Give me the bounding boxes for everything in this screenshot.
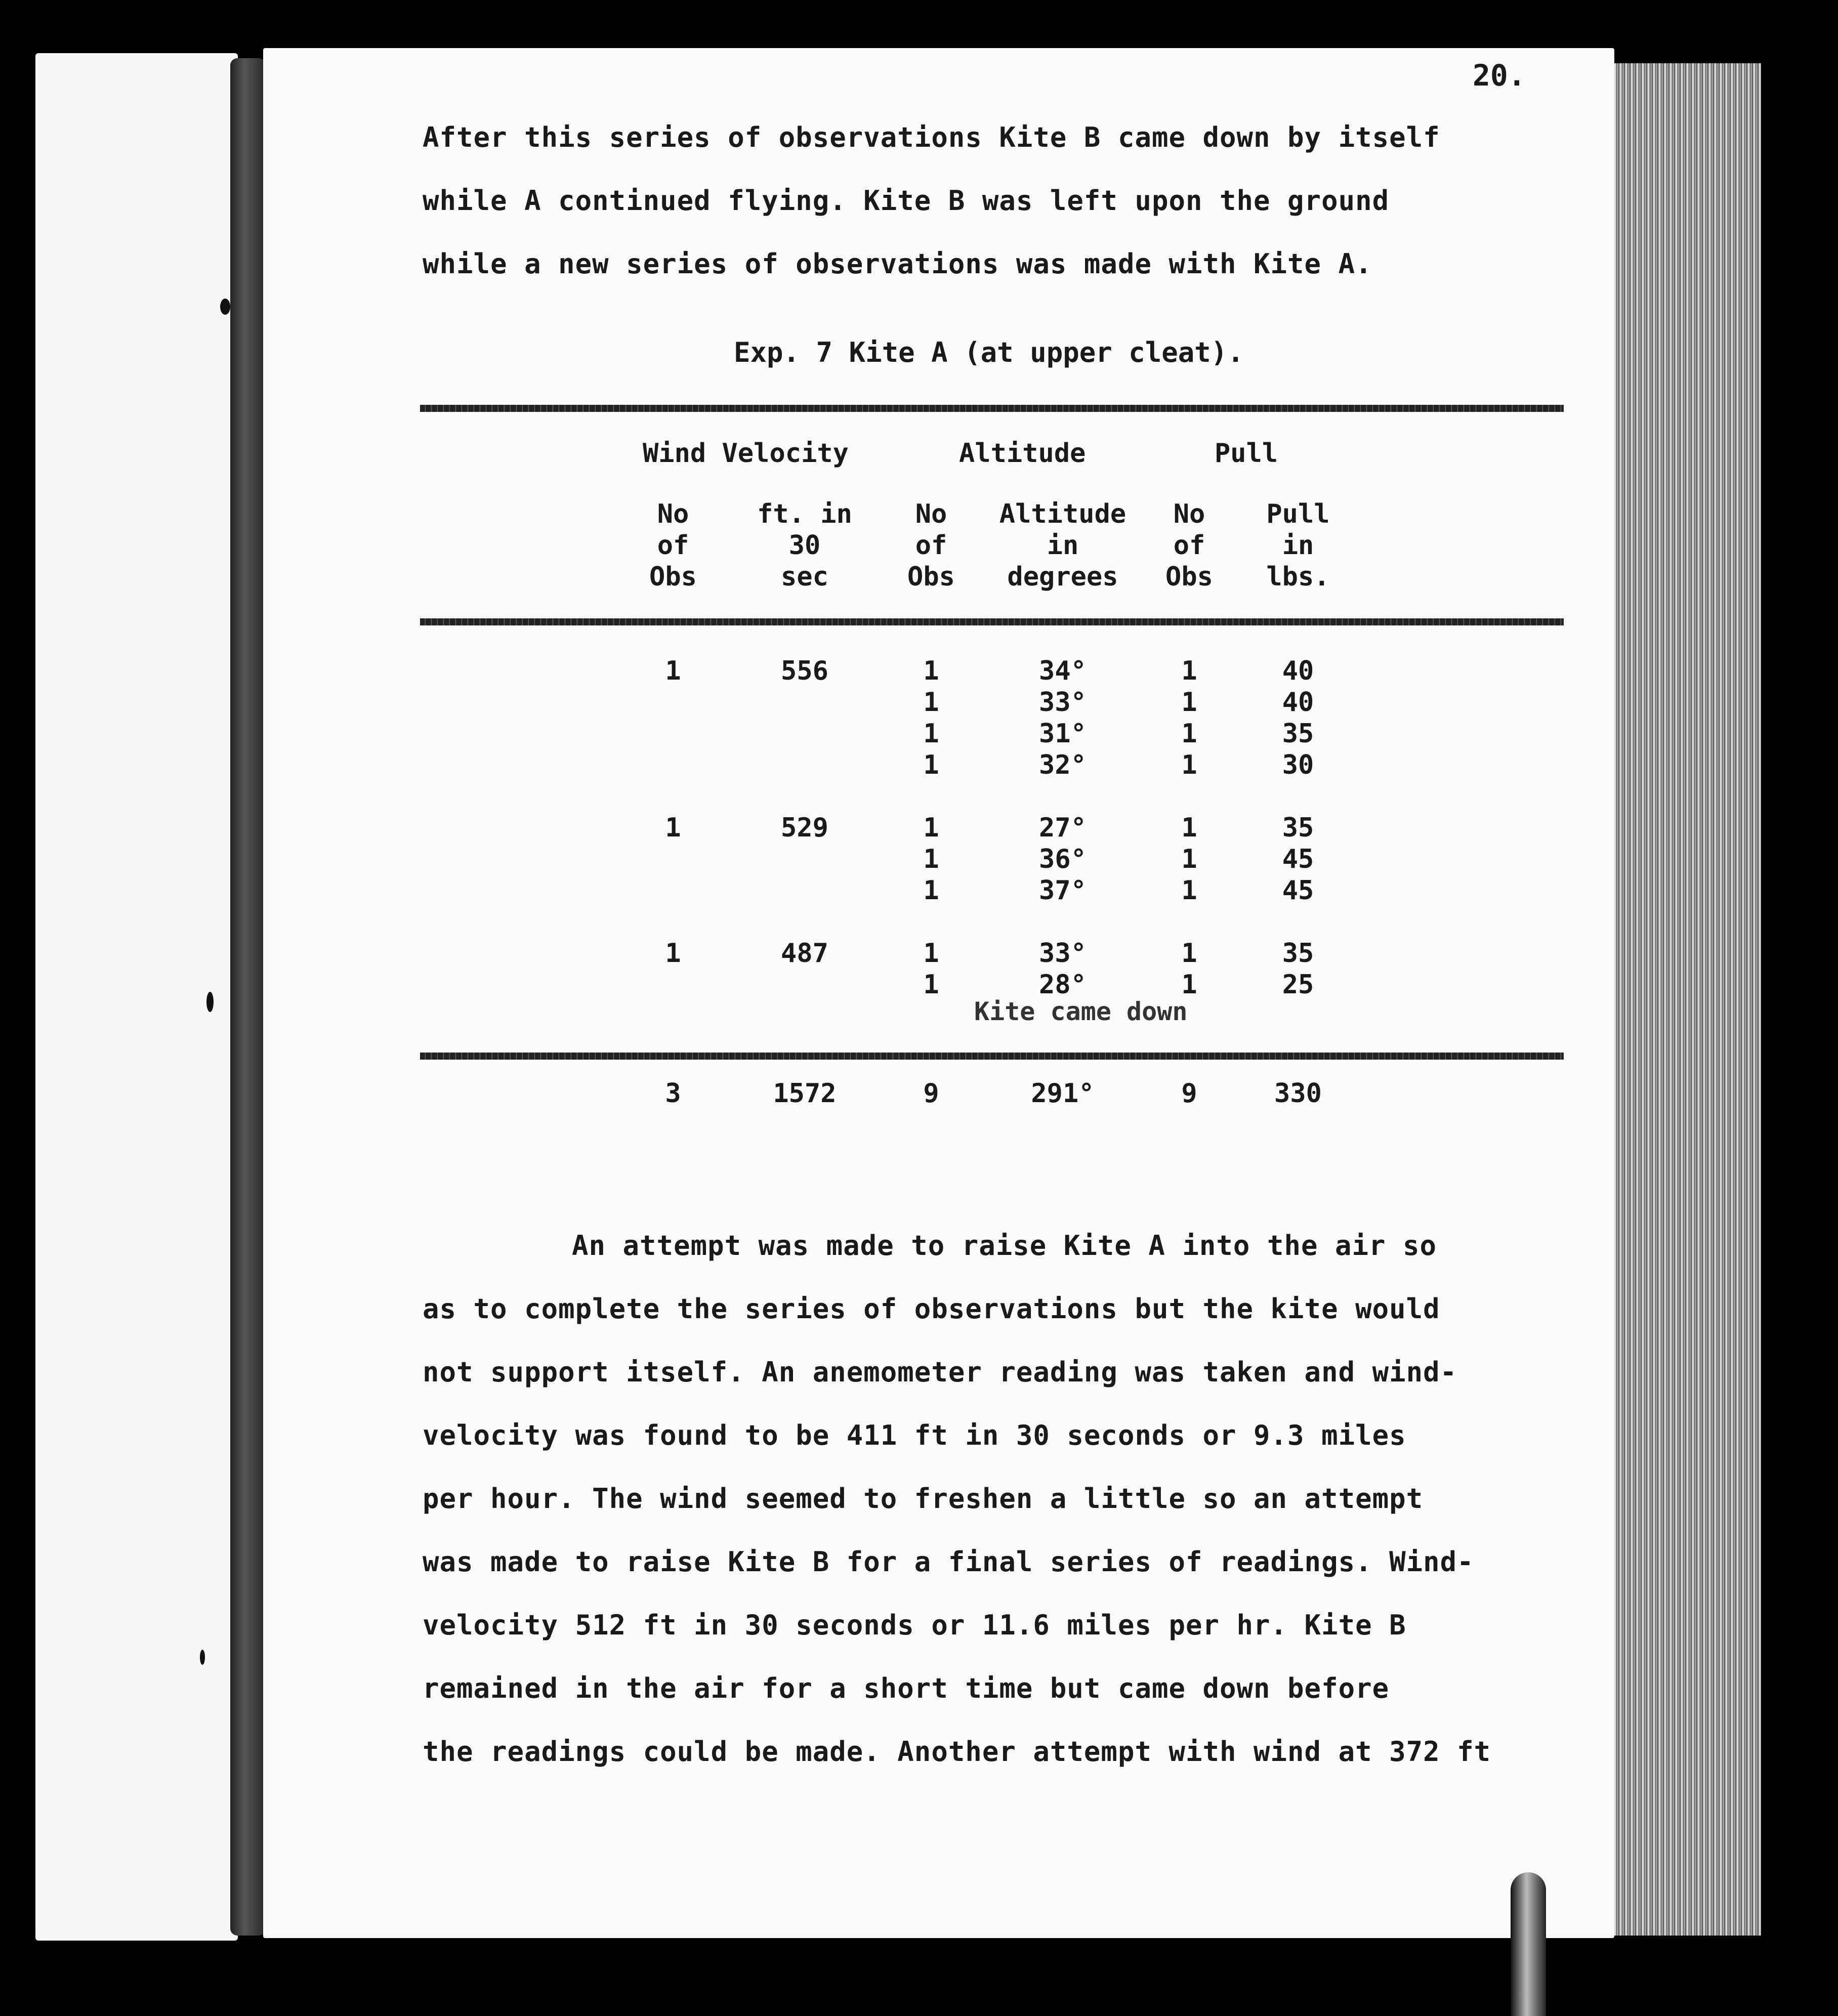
column-header: No of Obs xyxy=(907,499,955,592)
total-cell: 1572 xyxy=(773,1078,837,1109)
table-cell: 556 xyxy=(781,656,828,686)
table-cell: 1 xyxy=(923,844,939,874)
table-cell: 487 xyxy=(781,938,828,969)
intro-line: while a new series of observations was made with Kite A. xyxy=(423,248,1372,280)
margin-mark xyxy=(220,299,230,315)
margin-mark xyxy=(200,1650,205,1665)
table-caption: Exp. 7 Kite A (at upper cleat). xyxy=(734,337,1244,368)
table-cell: 1 xyxy=(1181,719,1197,749)
total-cell: 330 xyxy=(1274,1078,1322,1109)
total-cell: 9 xyxy=(1181,1078,1197,1109)
table-cell: 1 xyxy=(665,656,681,686)
table-header-rule xyxy=(420,618,1564,625)
table-cell: 1 xyxy=(923,750,939,780)
body-line: per hour. The wind seemed to freshen a little so an attempt xyxy=(423,1483,1424,1515)
table-cell: 1 xyxy=(923,687,939,718)
column-header: Pull in lbs. xyxy=(1266,499,1330,592)
body-line: velocity 512 ft in 30 seconds or 11.6 miles per hr. Kite B xyxy=(423,1609,1406,1641)
page-number: 20. xyxy=(1473,58,1526,93)
table-cell: 1 xyxy=(1181,750,1197,780)
table-cell: 36° xyxy=(1039,844,1087,874)
table-cell: 1 xyxy=(665,938,681,969)
table-cell: 33° xyxy=(1039,938,1087,969)
table-cell: 1 xyxy=(1181,844,1197,874)
body-line: as to complete the series of observations but the kite would xyxy=(423,1293,1440,1325)
group-header-wind-velocity: Wind Velocity xyxy=(643,438,849,469)
body-line: not support itself. An anemometer reading was taken and wind- xyxy=(423,1356,1457,1388)
table-cell: 35 xyxy=(1282,719,1314,749)
table-cell: 35 xyxy=(1282,938,1314,969)
group-header-altitude: Altitude xyxy=(959,438,1086,469)
table-cell: 32° xyxy=(1039,750,1087,780)
book-page-edges xyxy=(1614,63,1761,1936)
book-gutter xyxy=(230,58,266,1936)
body-line: remained in the air for a short time but came down before xyxy=(423,1672,1390,1704)
table-cell: 1 xyxy=(1181,938,1197,969)
margin-mark xyxy=(206,992,214,1012)
table-cell: 1 xyxy=(923,875,939,906)
table-cell: 37° xyxy=(1039,875,1087,906)
table-note: Kite came down xyxy=(974,997,1188,1026)
intro-line: After this series of observations Kite B came down by itself xyxy=(423,121,1440,153)
table-cell: 30 xyxy=(1282,750,1314,780)
table-cell: 34° xyxy=(1039,656,1087,686)
table-cell: 25 xyxy=(1282,970,1314,1000)
table-cell: 1 xyxy=(923,813,939,843)
table-bottom-rule xyxy=(420,1053,1564,1060)
table-cell: 1 xyxy=(1181,875,1197,906)
body-line: An attempt was made to raise Kite A into the air so xyxy=(572,1230,1437,1262)
table-cell: 1 xyxy=(1181,970,1197,1000)
group-header-pull: Pull xyxy=(1215,438,1278,469)
column-header: No of Obs xyxy=(649,499,697,592)
table-cell: 33° xyxy=(1039,687,1087,718)
table-cell: 1 xyxy=(923,938,939,969)
total-cell: 291° xyxy=(1031,1078,1095,1109)
table-cell: 1 xyxy=(923,656,939,686)
table-cell: 1 xyxy=(923,970,939,1000)
table-cell: 35 xyxy=(1282,813,1314,843)
table-cell: 27° xyxy=(1039,813,1087,843)
table-top-rule xyxy=(420,405,1564,412)
table-cell: 40 xyxy=(1282,656,1314,686)
column-header: No of Obs xyxy=(1165,499,1213,592)
table-cell: 1 xyxy=(923,719,939,749)
table-cell: 1 xyxy=(1181,813,1197,843)
table-cell: 45 xyxy=(1282,875,1314,906)
column-header: Altitude in degrees xyxy=(999,499,1126,592)
table-cell: 45 xyxy=(1282,844,1314,874)
total-cell: 3 xyxy=(665,1078,681,1109)
table-cell: 1 xyxy=(665,813,681,843)
pen-tip xyxy=(1511,1872,1546,2016)
body-line: the readings could be made. Another attempt with wind at 372 ft xyxy=(423,1736,1491,1768)
table-cell: 1 xyxy=(1181,687,1197,718)
column-header: ft. in 30 sec xyxy=(757,499,852,592)
table-cell: 1 xyxy=(1181,656,1197,686)
table-cell: 529 xyxy=(781,813,828,843)
total-cell: 9 xyxy=(923,1078,939,1109)
intro-line: while A continued flying. Kite B was left upon the ground xyxy=(423,185,1390,217)
table-cell: 28° xyxy=(1039,970,1087,1000)
body-line: was made to raise Kite B for a final series of readings. Wind- xyxy=(423,1546,1474,1578)
table-cell: 31° xyxy=(1039,719,1087,749)
table-cell: 40 xyxy=(1282,687,1314,718)
body-line: velocity was found to be 411 ft in 30 seconds or 9.3 miles xyxy=(423,1419,1406,1451)
